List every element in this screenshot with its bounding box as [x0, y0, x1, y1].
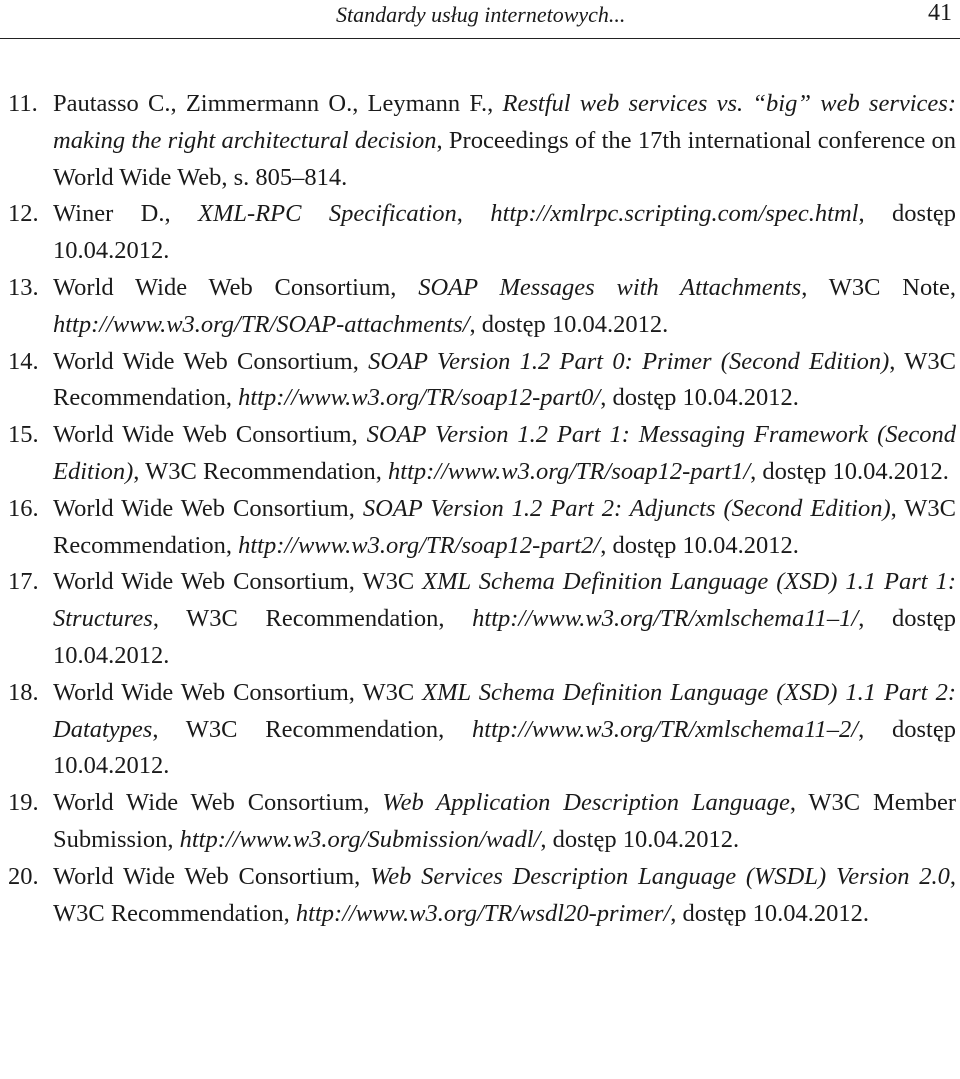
- reference-text: , dostęp 10.04.2012.: [670, 899, 869, 927]
- reference-title-italic: XML Schema Definition Language (XSD) 1.1 Part 2: Datatypes: [53, 678, 956, 743]
- reference-title-italic: http://www.w3.org/TR/xmlschema11–2/: [472, 715, 859, 743]
- reference-number: 17.: [8, 568, 39, 596]
- reference-item: [8, 564, 956, 674]
- reference-title-italic: http://xmlrpc.scripting.com/spec.html: [490, 200, 859, 228]
- reference-title-italic: SOAP Messages with Attachments: [418, 273, 802, 301]
- reference-text: , W3C Recommendation,: [133, 457, 389, 485]
- reference-number: 20.: [8, 862, 39, 890]
- reference-text: , dostęp 10.04.2012.: [53, 200, 956, 265]
- reference-text: , dostęp 10.04.2012.: [53, 605, 957, 669]
- reference-text: World Wide Web Consortium,: [53, 494, 363, 522]
- reference-text: , W3C Recommendation,: [152, 605, 473, 633]
- reference-title-italic: Web Application Description Language: [382, 789, 790, 817]
- reference-text: , W3C Note,: [801, 273, 956, 301]
- reference-text: World Wide Web Consortium, W3C: [53, 678, 423, 706]
- reference-list: [8, 86, 956, 932]
- reference-text: , W3C Recommendation,: [152, 715, 473, 743]
- reference-item: [8, 859, 956, 933]
- reference-number: 11.: [8, 90, 38, 117]
- reference-text: , dostęp 10.04.2012.: [469, 310, 669, 338]
- reference-title-italic: http://www.w3.org/TR/soap12-part2/: [238, 531, 601, 559]
- reference-item: [8, 86, 956, 196]
- reference-title-italic: SOAP Version 1.2 Part 2: Adjuncts (Second Edition): [362, 494, 891, 522]
- page-number: 41: [928, 0, 952, 26]
- reference-text: , W3C Recommendation,: [53, 494, 956, 559]
- reference-title-italic: Web Services Description Language (WSDL) Version 2.0: [370, 862, 950, 890]
- reference-text: Winer D.,: [53, 200, 199, 228]
- reference-text: World Wide Web Consortium,: [53, 347, 369, 375]
- reference-number: 18.: [8, 678, 39, 706]
- reference-item: [8, 417, 956, 491]
- reference-text: World Wide Web Consortium,: [53, 789, 383, 817]
- reference-title-italic: XML Schema Definition Language (XSD) 1.1 Part 1: Structures: [53, 568, 956, 633]
- reference-text: ,: [456, 200, 491, 228]
- reference-title-italic: http://www.w3.org/TR/xmlschema11–1/: [472, 605, 859, 633]
- reference-title-italic: http://www.w3.org/TR/SOAP-attachments/: [53, 310, 470, 338]
- reference-title-italic: SOAP Version 1.2 Part 0: Primer (Second Edition): [368, 347, 890, 375]
- reference-text: , dostęp 10.04.2012.: [540, 825, 740, 853]
- reference-title-italic: http://www.w3.org/Submission/wadl/: [179, 825, 541, 853]
- reference-number: 14.: [8, 347, 39, 375]
- reference-text: , dostęp 10.04.2012.: [53, 715, 956, 780]
- reference-text: , dostęp 10.04.2012.: [750, 457, 949, 485]
- running-header: [0, 0, 960, 39]
- reference-text: , dostęp 10.04.2012.: [600, 531, 799, 559]
- reference-title-italic: SOAP Version 1.2 Part 1: Messaging Framework (Second Edition): [53, 421, 957, 485]
- reference-item: [8, 344, 956, 418]
- reference-title-italic: http://www.w3.org/TR/wsdl20-primer/: [295, 899, 671, 927]
- reference-text: , dostęp 10.04.2012.: [600, 384, 799, 412]
- reference-item: [8, 196, 956, 270]
- reference-number: 16.: [8, 494, 39, 522]
- reference-text: , W3C Recommendation,: [53, 347, 956, 412]
- reference-item: [8, 675, 956, 785]
- reference-item: [8, 270, 956, 344]
- reference-text: World Wide Web Consortium, W3C: [53, 568, 423, 596]
- reference-number: 19.: [8, 789, 39, 817]
- reference-title-italic: XML-RPC Specification: [198, 200, 457, 228]
- reference-title-italic: http://www.w3.org/TR/soap12-part1/: [388, 457, 751, 485]
- reference-text: Pautasso C., Zimmermann O., Leymann F.,: [53, 90, 503, 117]
- reference-item: [8, 785, 956, 859]
- running-title: Standardy usług internetowych...: [336, 2, 626, 27]
- reference-text: , W3C Member Submission,: [53, 789, 956, 853]
- reference-text: World Wide Web Consortium,: [53, 421, 367, 449]
- reference-text: , W3C Recommendation,: [53, 862, 956, 927]
- reference-text: World Wide Web Consortium,: [53, 862, 371, 890]
- reference-number: 15.: [8, 421, 39, 449]
- reference-title-italic: Restful web services vs. “big” web services: making the right architectural decision: [53, 90, 956, 154]
- reference-title-italic: http://www.w3.org/TR/soap12-part0/: [238, 384, 601, 412]
- reference-text: , Proceedings of the 17th international conference on World Wide Web, s. 805–814.: [53, 126, 956, 191]
- reference-item: [8, 491, 956, 565]
- reference-number: 13.: [8, 273, 39, 301]
- reference-text: World Wide Web Consortium,: [53, 273, 419, 301]
- reference-number: 12.: [8, 200, 39, 228]
